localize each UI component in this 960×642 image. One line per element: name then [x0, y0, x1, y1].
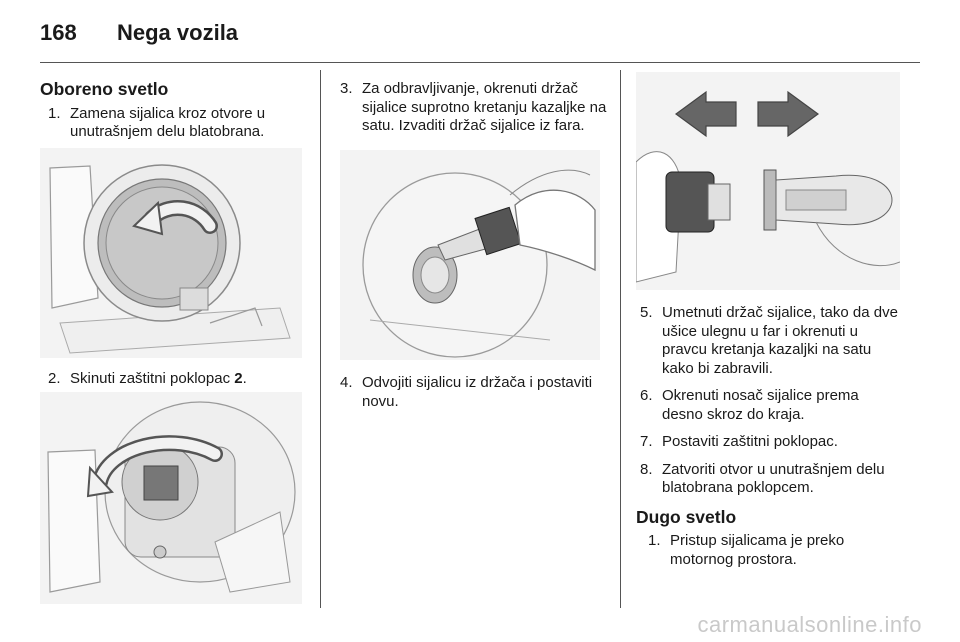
step-text: Zamena sijalica kroz otvore u unutrašnjem delu blatobrana. [70, 104, 266, 140]
page-number: 168 [40, 20, 77, 45]
column-divider-right [620, 70, 621, 608]
step-number: 4. [340, 374, 353, 391]
step-text: Skinuti zaštitni poklopac [70, 370, 235, 387]
section-title-high-beam: Dugo svetlo [636, 506, 737, 527]
step-number: 5. [640, 304, 653, 321]
separate-bulb-illustration [636, 72, 900, 290]
step-number: 1. [48, 104, 61, 122]
step-text-bold: 2 [234, 370, 243, 387]
figure-remove-cover [40, 392, 302, 604]
column-divider-left [320, 70, 321, 608]
step-text: Postaviti zaštitni poklopac. [662, 433, 838, 450]
step-8 [640, 461, 902, 498]
step-number: 3. [340, 80, 353, 97]
watermark: carmanualsonline.info [697, 612, 922, 637]
step-4 [340, 374, 608, 411]
step-text: Pristup sijalicama je preko motornog prostora. [670, 532, 845, 568]
unlock-holder-illustration [340, 150, 600, 360]
figure-unlock-holder [340, 150, 600, 360]
left-column [40, 80, 308, 151]
high-beam-step-1 [648, 532, 902, 569]
section-title-low-beam: Oboreno svetlo [40, 79, 169, 99]
middle-column [340, 80, 608, 145]
step-number: 8. [640, 460, 653, 478]
step-6 [640, 387, 902, 424]
page-title: Nega vozila [117, 20, 239, 45]
step-text: Za odbravljivanje, okrenuti držač sijalice suprotno kretanju kazaljke na satu. Izvaditi držač sijalice iz fara. [362, 80, 607, 134]
step-number: 2. [48, 370, 61, 387]
step-text-end: . [242, 370, 247, 387]
figure-separate-bulb [636, 72, 900, 290]
step-text: Zatvoriti otvor u unutrašnjem delu blatobrana poklopcem. [662, 460, 885, 496]
step-number: 7. [640, 433, 653, 450]
step-text: Umetnuti držač sijalice, tako da dve ušice ulegnu u far i okrenuti u pravcu kretanja kazaljki na satu kako bi zabravili. [662, 304, 898, 377]
figure-fender-opening [40, 148, 302, 358]
step-number: 6. [640, 387, 653, 404]
step-5 [640, 304, 902, 378]
middle-step-4-block [340, 374, 608, 420]
step-2 [48, 370, 308, 389]
step-text: Okrenuti nosač sijalice prema desno skroz do kraja. [662, 387, 859, 423]
fender-opening-illustration [40, 148, 302, 358]
step-7 [640, 433, 902, 452]
page-header [40, 20, 920, 50]
step-3 [340, 80, 608, 136]
header-rule [40, 62, 920, 63]
step-text: Odvojiti sijalicu iz držača i postaviti novu. [362, 374, 593, 410]
step-number: 1. [648, 532, 661, 549]
step-1 [48, 105, 308, 142]
right-column [636, 304, 902, 578]
remove-cover-illustration [40, 392, 302, 604]
